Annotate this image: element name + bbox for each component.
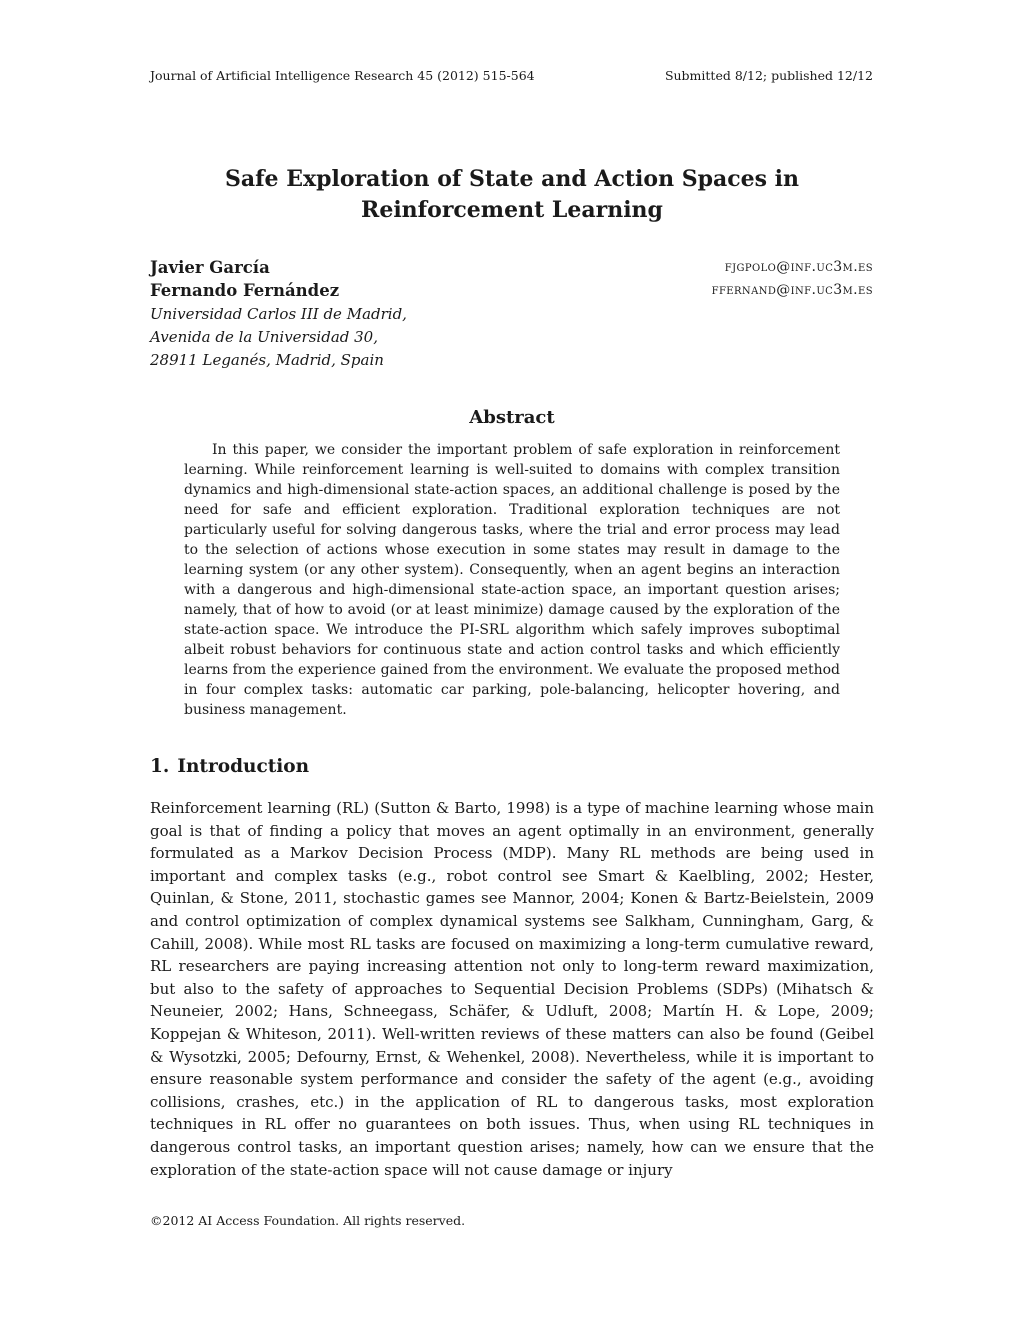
author-name-2: Fernando Fernández (150, 281, 340, 300)
section-heading (150, 756, 309, 777)
title-line-1: Safe Exploration of State and Action Spaces in (224, 166, 800, 192)
paper-title (150, 164, 874, 226)
author-name-1: Javier García (150, 258, 270, 277)
title-line-2: Reinforcement Learning (361, 197, 663, 223)
copyright-footer: ©2012 AI Access Foundation. All rights reserved. (150, 1213, 466, 1228)
introduction-body (150, 797, 874, 1181)
abstract-heading: Abstract (469, 407, 555, 428)
affiliation-line-1: Universidad Carlos III de Madrid, (150, 305, 407, 323)
abstract-body (184, 440, 840, 720)
author-email-1[interactable]: fjgpolo@inf.uc3m.es (724, 259, 873, 275)
section-title: Introduction (177, 756, 310, 777)
introduction-paragraph: Reinforcement learning (RL) (Sutton & Barto, 1998) is a type of machine learning whose main goal is that of finding a policy that moves an agent optimally in an environment, generally formulated as a Markov Decision Process (MDP). Many RL methods are being used in important and complex tasks (e.g., robot control see Smart & Kaelbling, 2002; Hester, Quinlan, & Stone, 2011, stochastic games see Mannor, 2004; Konen & Bartz-Beielstein, 2009 and control optimization of complex dynamical systems see Salkham, Cunningham, Garg, & Cahill, 2008). While most RL tasks are focused on maximizing a long-term cumulative reward, RL researchers are paying increasing attention not only to long-term reward maximization, but also to the safety of approaches to Sequential Decision Problems (SDPs) (Mihatsch & Neuneier, 2002; Hans, Schneegass, Schäfer, & Udluft, 2008; Martín H. & Lope, 2009; Koppejan & Whiteson, 2011). Well-written reviews of these matters can also be found (Geibel & Wysotzki, 2005; Defourny, Ernst, & Wehenkel, 2008). Nevertheless, while it is important to ensure reasonable system performance and consider the safety of the agent (e.g., avoiding collisions, crashes, etc.) in the application of RL to dangerous tasks, most exploration techniques in RL offer no guarantees on both issues. Thus, when using RL techniques in dangerous control tasks, an important question arises; namely, how can we ensure that the exploration of the state-action space will not cause damage or injury (150, 799, 874, 1179)
submission-dates: Submitted 8/12; published 12/12 (664, 68, 873, 83)
journal-header: Journal of Artificial Intelligence Research 45 (2012) 515-564 (150, 68, 535, 83)
abstract-text: In this paper, we consider the important problem of safe exploration in reinforcement learning. While reinforcement learning is well-suited to domains with complex transition dynamics and high-dimensional state-action spaces, an additional challenge is posed by the need for safe and efficient exploration. Traditional exploration techniques are not particularly useful for solving dangerous tasks, where the trial and error process may lead to the selection of actions whose execution in some states may result in damage to the learning system (or any other system). Consequently, when an agent begins an interaction with a dangerous and high-dimensional state-action space, an important question arises; namely, that of how to avoid (or at least minimize) damage caused by the exploration of the state-action space. We introduce the PI-SRL algorithm which safely improves suboptimal albeit robust behaviors for continuous state and action control tasks and which efficiently learns from the experience gained from the environment. We evaluate the proposed method in four complex tasks: automatic car parking, pole-balancing, helicopter hovering, and business management. (184, 442, 840, 718)
affiliation-line-2: Avenida de la Universidad 30, (150, 328, 378, 346)
section-number: 1. (150, 756, 170, 777)
author-email-2[interactable]: ffernand@inf.uc3m.es (711, 282, 873, 298)
affiliation-line-3: 28911 Leganés, Madrid, Spain (150, 351, 384, 369)
